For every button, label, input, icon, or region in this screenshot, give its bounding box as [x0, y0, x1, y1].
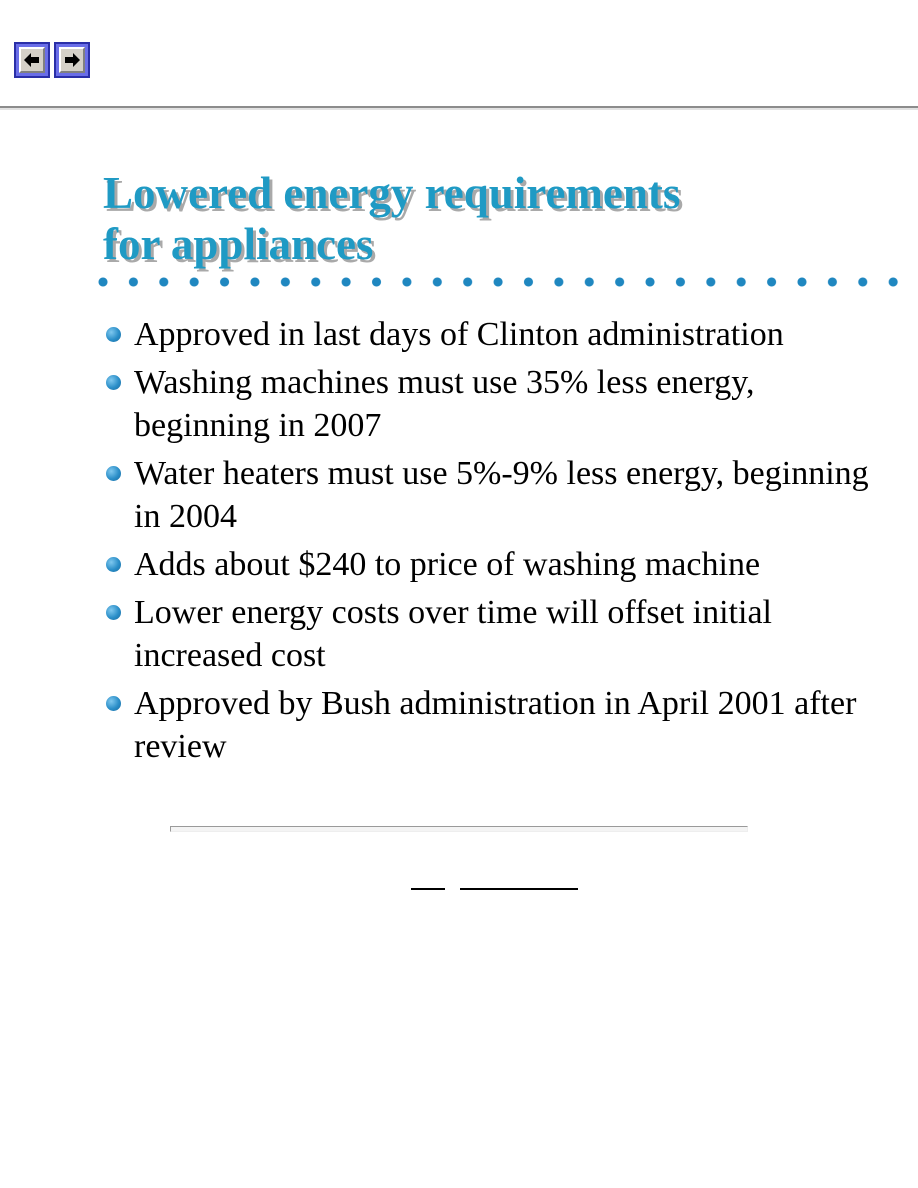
previous-slide-button[interactable]	[14, 42, 50, 78]
bullet-item	[104, 543, 894, 586]
bullet-dot-icon	[106, 605, 121, 620]
bullet-text: Washing machines must use 35% less energy, beginning in 2007	[134, 364, 755, 444]
bullet-dot-icon	[106, 375, 121, 390]
slide-navigation	[14, 42, 90, 78]
slide-title: Lowered energy requirements for appliances	[103, 168, 681, 269]
bullet-item	[104, 452, 894, 538]
bullet-dot-icon	[106, 327, 121, 342]
bullet-text: Lower energy costs over time will offset initial increased cost	[134, 594, 772, 674]
bullet-text: Approved by Bush administration in April 2001 after review	[134, 685, 857, 765]
footer-divider	[170, 826, 748, 832]
bullet-item	[104, 361, 894, 447]
bullet-text: Approved in last days of Clinton administration	[134, 316, 784, 353]
bullet-text: Water heaters must use 5%-9% less energy, beginning in 2004	[134, 455, 869, 535]
bullet-item	[104, 313, 894, 356]
left-arrow-icon	[24, 53, 40, 67]
bullet-list	[104, 313, 894, 773]
bullet-item	[104, 591, 894, 677]
dotted-divider	[98, 276, 918, 288]
bullet-dot-icon	[106, 696, 121, 711]
footer-link-1[interactable]	[411, 888, 445, 890]
right-arrow-icon	[64, 53, 80, 67]
header-divider	[0, 106, 918, 110]
footer-link-2[interactable]	[460, 888, 578, 890]
bullet-text: Adds about $240 to price of washing machine	[134, 546, 761, 583]
next-slide-button[interactable]	[54, 42, 90, 78]
bullet-item	[104, 682, 894, 768]
bullet-dot-icon	[106, 557, 121, 572]
bullet-dot-icon	[106, 466, 121, 481]
